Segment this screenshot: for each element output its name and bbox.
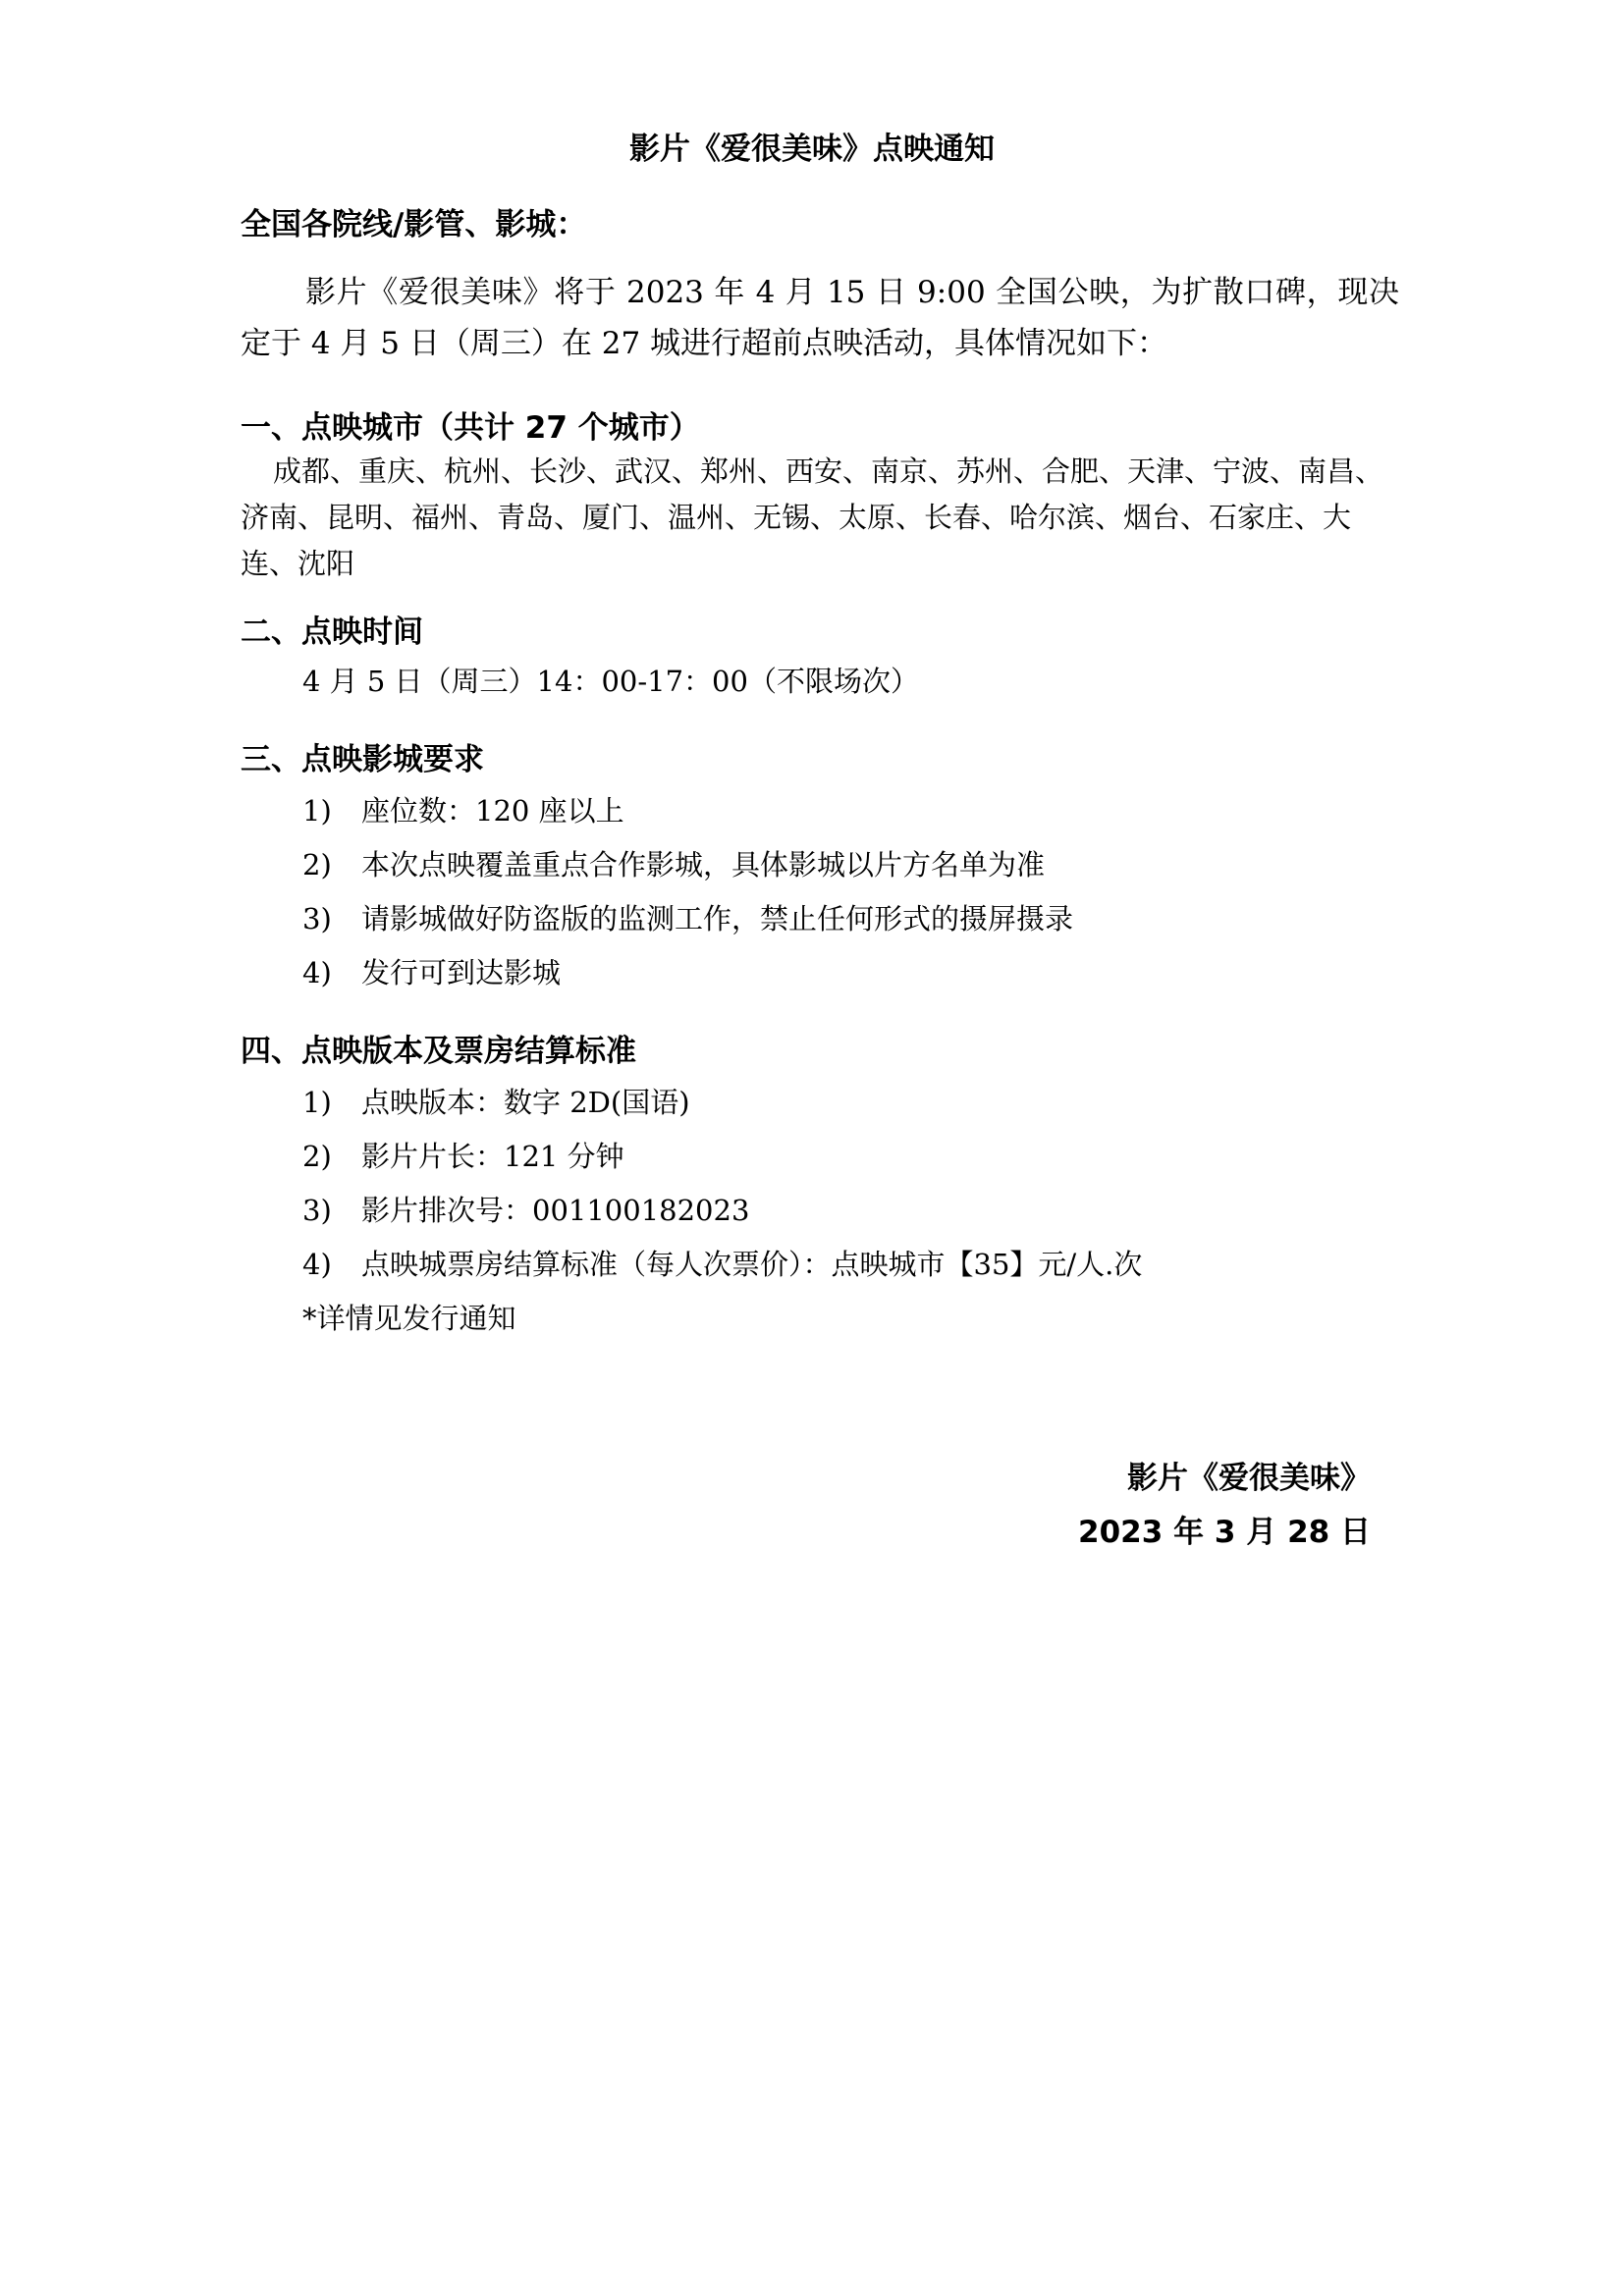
section4-heading: 四、点映版本及票房结算标准	[241, 1034, 636, 1069]
item-text: 座位数：120 座以上	[361, 794, 624, 828]
item-number: 4)	[302, 1248, 332, 1281]
document-title: 影片《爱很美味》点映通知	[629, 132, 995, 167]
list-item	[302, 897, 1073, 937]
item-number: 1)	[302, 1086, 332, 1119]
item-number: 3)	[302, 1194, 332, 1227]
item-text: 影片片长：121 分钟	[361, 1140, 624, 1173]
intro-paragraph: 影片《爱很美味》将于 2023 年 4 月 15 日 9:00 全国公映，为扩散口碑，现决定于 4 月 5 日（周三）在 27 城进行超前点映活动，具体情况如下：	[241, 275, 1399, 361]
list-item	[302, 1189, 749, 1229]
item-number: 2)	[302, 1140, 332, 1173]
item-text: 发行可到达影城	[361, 956, 562, 989]
list-item	[302, 789, 624, 829]
addressee-line: 全国各院线/影管、影城：	[241, 207, 587, 242]
list-item	[302, 1243, 1142, 1283]
section3-heading: 三、点映影城要求	[241, 742, 484, 777]
item-text: 点映城票房结算标准（每人次票价）：点映城市【35】元/人.次	[361, 1248, 1143, 1281]
section1-heading: 一、点映城市（共计 27 个城市）	[241, 410, 700, 446]
item-text: 本次点映覆盖重点合作影城，具体影城以片方名单为准	[361, 848, 1046, 881]
list-item	[302, 1081, 690, 1121]
list-item	[302, 951, 561, 991]
item-number: 2)	[302, 848, 332, 881]
item-text: 点映版本：数字 2D(国语)	[361, 1086, 690, 1119]
item-number: 1)	[302, 794, 332, 828]
item-number: 3)	[302, 902, 332, 935]
item-text: 影片排次号：001100182023	[361, 1194, 750, 1227]
item-text: 请影城做好防盗版的监测工作，禁止任何形式的摄屏摄录	[361, 902, 1074, 935]
city-list: 成都、重庆、杭州、长沙、武汉、郑州、西安、南京、苏州、合肥、天津、宁波、南昌、济南、昆明、福州、青岛、厦门、温州、无锡、太原、长春、哈尔滨、烟台、石家庄、大连、沈阳	[241, 454, 1384, 580]
list-item	[302, 843, 1045, 883]
signature-date: 2023 年 3 月 28 日	[1078, 1515, 1371, 1550]
signature-issuer: 影片《爱很美味》	[1127, 1461, 1371, 1496]
item-number: 4)	[302, 956, 332, 989]
list-item	[302, 1135, 624, 1175]
details-note: *详情见发行通知	[302, 1302, 516, 1335]
screening-time: 4 月 5 日（周三）14：00-17：00（不限场次）	[302, 665, 919, 698]
section2-heading: 二、点映时间	[241, 614, 423, 650]
